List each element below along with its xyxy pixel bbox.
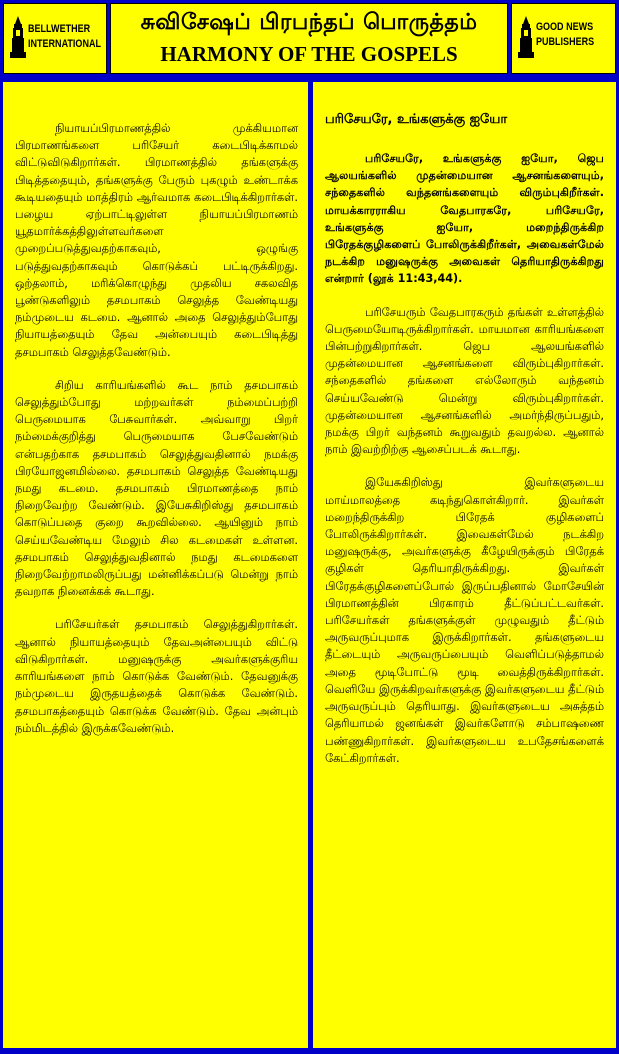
section-heading: பரிசேயரே, உங்களுக்கு ஐயோ xyxy=(325,112,508,127)
title-english: HARMONY OF THE GOSPELS xyxy=(160,42,458,66)
bell-tower-icon xyxy=(10,16,26,58)
publisher-left-line-1: BELLWETHER xyxy=(28,23,91,35)
right-column xyxy=(313,82,616,1048)
good-news-logo xyxy=(511,3,616,74)
title-tamil: சுவிசேஷப் பிரபந்தப் பொருத்தம் xyxy=(140,10,478,35)
left-column xyxy=(3,82,308,1048)
left-paragraph-2: சிறிய காரியங்களில் கூட நாம் தசமபாகம் செலுத்தும்போது மற்றவர்கள் நம்மைப்பற்றி பெருமையாக பேசுவார்கள். அவ்வாறு பிறர் நம்மைக்குறித்து பெருமையாக பேசவேண்டும் என்பதற்காக தசமபாகம் செலுத்துவதினால் நமக்கு பிரயோஜனமில்லை. தசமபாகம் செலுத்த வேண்டியது நமது கடமை. தசமபாகம் பிரமாணத்தை நாம் நிறைவேற்ற வேண்டும். இயேசுகிறிஸ்து தசமபாகம் கொடுப்பதை குறை கூறவில்லை. ஆயினும் நாம் செய்யவேண்டிய மேலும் சில கடமைகள் உள்ளன. தசமபாகம் செலுத்துவதினால் நமது கடமைகளை நிறைவேற்றாமலிருப்பது மன்னிக்கப்படு மென்று நாம் தவறாக நினைக்கக் கூடாது. xyxy=(15,377,298,599)
publisher-right-line-1: GOOD NEWS xyxy=(536,21,594,33)
scripture-quote: பரிசேயரே, உங்களுக்கு ஐயோ, ஜெப ஆலயங்களில் முதன்மையான ஆசனங்களையும், சந்தைகளில் வந்தனங்களையும் விரும்புகிறீர்கள். மாயக்காரராகிய வேதபாரகரே, பரிசேயரே, உங்களுக்கு ஐயோ, மறைந்திருக்கிற பிரேதக்குழிகளைப் போலிருக்கிறீர்கள், அவைகள்மேல் நடக்கிற மனுஷருக்கு அவைகள் தெரியாதிருக்கிறது என்றார் (லூக் 11:43,44). xyxy=(325,152,604,286)
bellwether-logo xyxy=(3,3,107,74)
publisher-right-line-2: PUBLISHERS xyxy=(536,36,595,48)
bell-tower-icon xyxy=(518,16,534,58)
title-box xyxy=(110,3,508,74)
left-paragraph-1: நியாயப்பிரமாணத்தில் முக்கியமான பிரமாணங்களை பரிசேயர் கடைபிடிக்காமல் விட்டுவிடுகிறார்கள். பிரமாணத்தில் தங்களுக்கு பிடித்ததையும், தங்களுக்கு பேரும் புகழும் உண்டாக்க கூடியதையும் மாத்திரம் ஆர்வமாக கடைபிடிக்கிறார்கள். பழைய ஏற்பாட்டிலுள்ள நியாயப்பிரமாணம் யூதமார்க்கத்திலுள்ளவர்களை முறைப்படுத்துவதற்காகவும், ஒழுங்கு படுத்துவதற்காகவும் கொடுக்கப் பட்டிருக்கிறது. ஒற்தலாம், மரிக்கொழுந்து முதலிய சகலவித பூண்டுகளிலும் தசமபாகம் செலுத்த வேண்டியது நம்முடைய கடமை. ஆனால் அதை செலுத்தும்போது நியாயத்தையும் தேவ அன்பையும் கடைபிடித்து தசமபாகம் செலுத்தவேண்டும். xyxy=(15,121,298,359)
right-paragraph-1: பரிசேயரும் வேதபாரகரும் தங்கள் உள்ளத்தில் பெருமையோடிருக்கிறார்கள். மாயமான காரியங்களை பின்பற்றுகிறார்கள். ஜெப ஆலயங்களில் முதன்மையான ஆசனங்களை விரும்புகிறார்கள். சந்தைகளில் தங்களை எல்லோரும் வந்தனம் செய்யவேண்டு மென்று விரும்புகிறார்கள். முதன்மையான ஆசனங்களில் அமர்ந்திருப்பதும், நமக்கு பிறர் வந்தனம் கூறுவதும் தவறல்ல. ஆனால் நாம் இவற்றிற்கு ஆசைப்படக் கூடாது. xyxy=(325,304,604,457)
left-paragraph-3: பரிசேயர்கள் தசமபாகம் செலுத்துகிறார்கள். ஆனால் நியாயத்தையும் தேவஅன்பையும் விட்டு விடுகிறார்கள். மனுஷருக்கு அவர்களுக்குரிய காரியங்களை நாம் கொடுக்க வேண்டும். தேவனுக்கு நம்முடைய இருதயத்தைக் கொடுக்க வேண்டும். தசமபாகத்தையும் கொடுக்க வேண்டும். தேவ அன்பும் நம்மிடத்தில் இருக்கவேண்டும். xyxy=(15,617,298,735)
right-paragraph-2: இயேசுகிறிஸ்து இவர்களுடைய மாய்மாலத்தை கடிந்துகொள்கிறார். இவர்கள் மறைந்திருக்கிற பிரேதக் குழிகளைப் போலிருக்கிறார்கள். இவைகள்மேல் நடக்கிற மனுஷருக்கு, அவர்களுக்கு கீழேயிருக்கும் பிரேதக் குழிகள் தெரியாதிருக்கிறது. இவர்கள் பிரேதக்குழிகளைப்போல் இருப்பதினால் மோசேயின் பிரமாணத்தின் பிரகாரம் தீட்டுப்பட்டவர்கள். பரிசேயர்கள் தங்களுக்குள் முழுவதும் தீட்டும் அருவருப்புமாக இருக்கிறார்கள். தங்களுடைய தீட்டையும் அருவருப்பையும் வெளிப்படுத்தாமல் அதை மூடிபோட்டு மூடி வைத்திருக்கிறார்கள். வெளியே இருக்கிறவர்களுக்கு இவர்களுடைய தீட்டும் அருவருப்பும் தெரியாது. இவர்களுடைய அசுத்தம் தெரியாமல் ஜனங்கள் இவர்களோடு சம்பாஷணை பண்ணுகிறார்கள். இவர்களுடைய உபதேசங்களைக் கேட்கிறார்கள். xyxy=(325,475,604,765)
publisher-left-text xyxy=(28,22,101,52)
page-header xyxy=(0,0,619,78)
publisher-right-text xyxy=(536,20,594,50)
publisher-left-line-2: INTERNATIONAL xyxy=(28,38,101,50)
